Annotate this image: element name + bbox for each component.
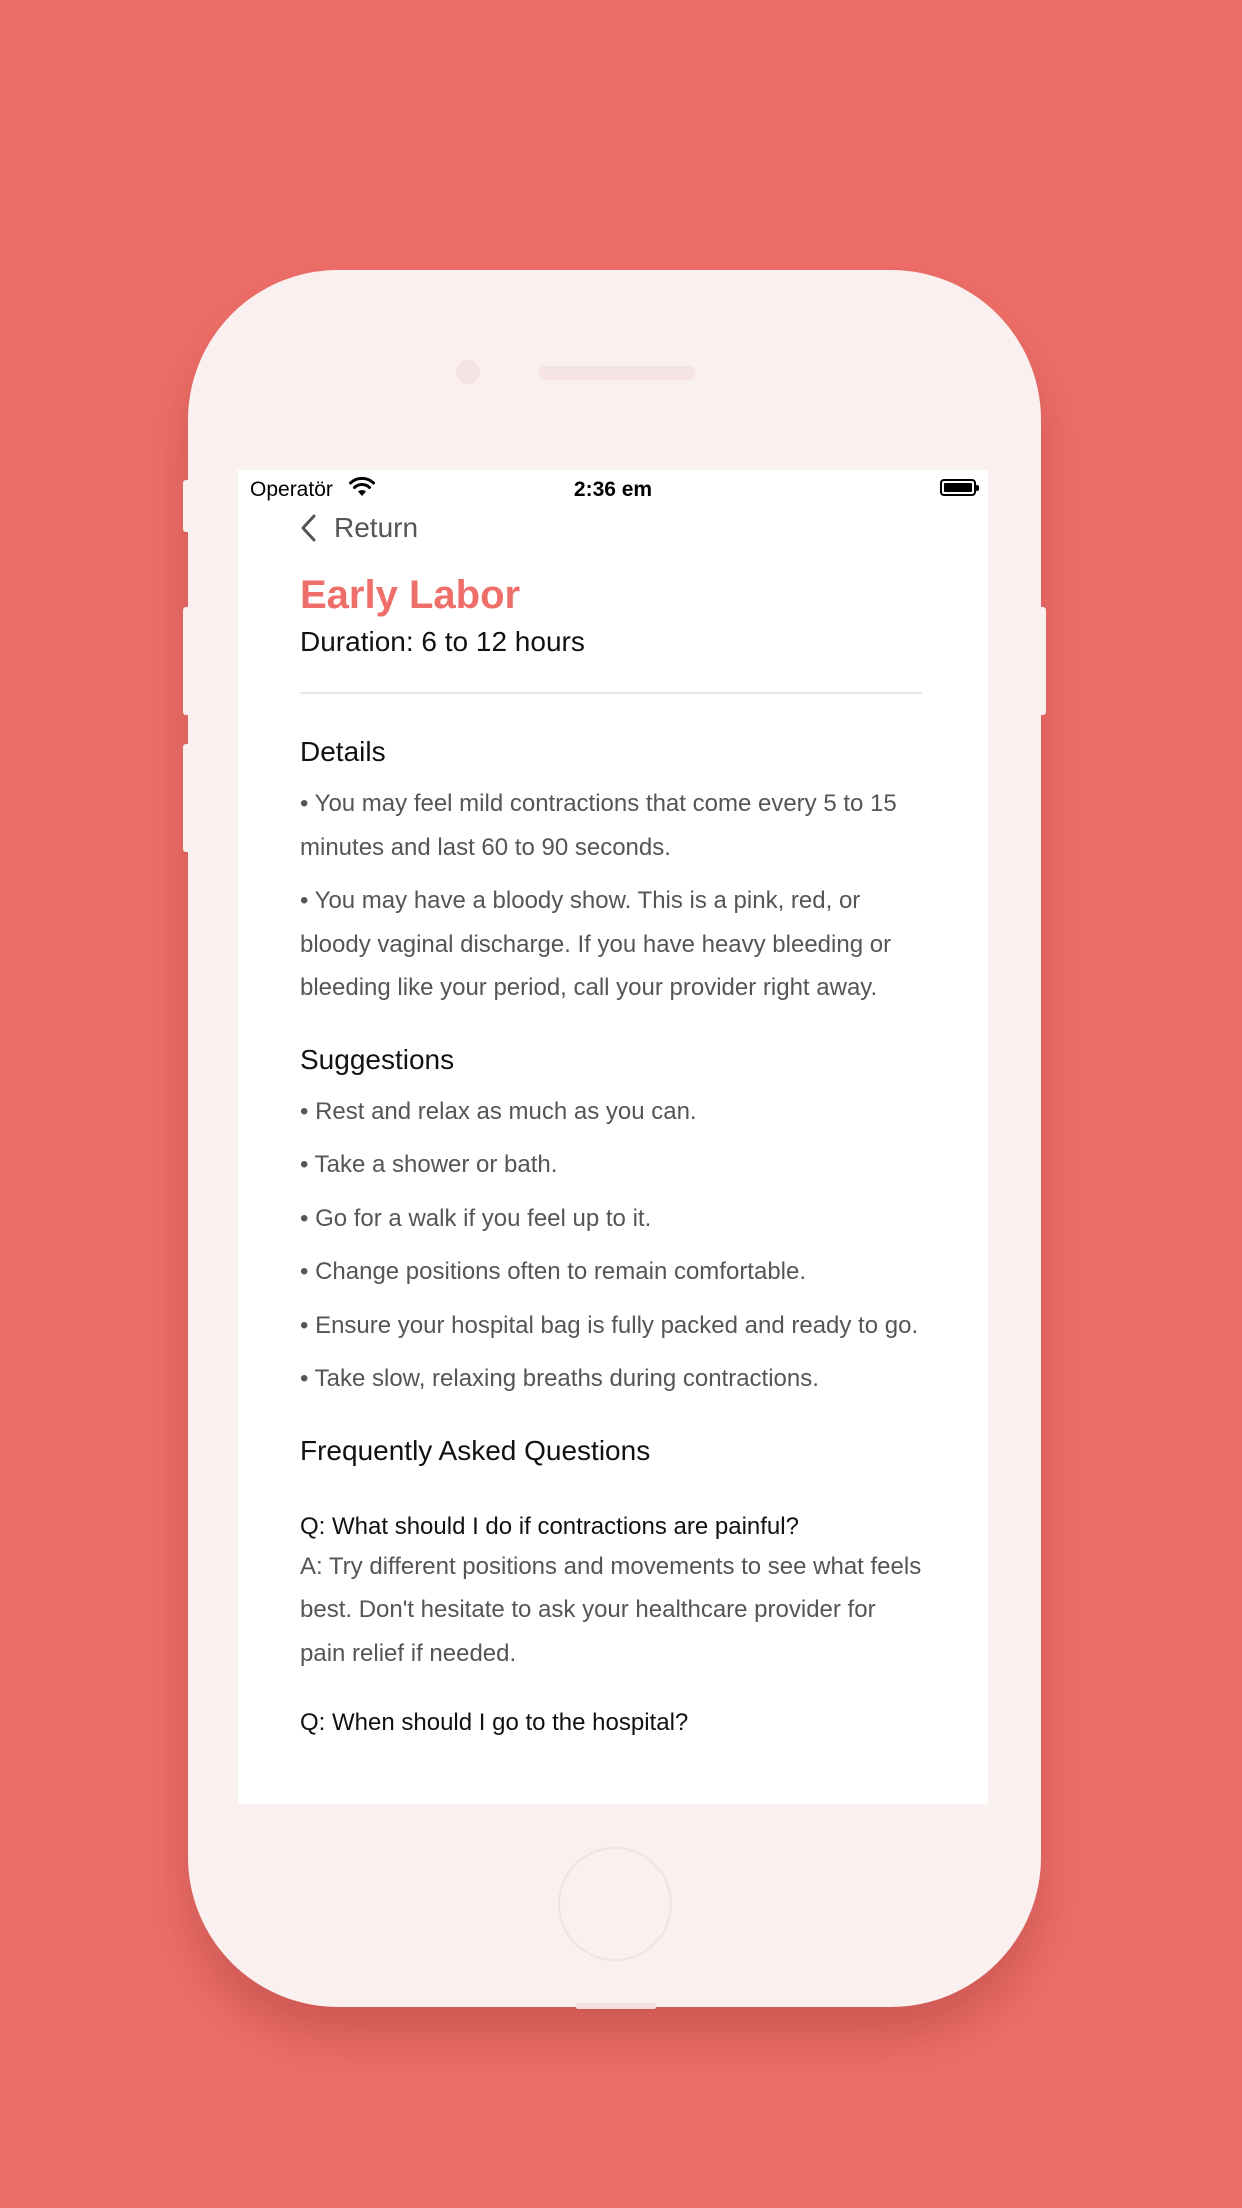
faq-heading: Frequently Asked Questions xyxy=(300,1434,651,1466)
mute-switch xyxy=(183,480,193,532)
carrier-label: Operatör xyxy=(250,478,333,501)
return-label: Return xyxy=(334,512,419,543)
suggestion-item: • Change positions often to remain comfortable. xyxy=(300,1258,807,1285)
battery-icon xyxy=(940,479,976,496)
home-button[interactable] xyxy=(558,1847,672,1961)
phone-frame xyxy=(188,270,1041,2007)
earpiece-speaker xyxy=(538,366,696,380)
suggestion-item: • Go for a walk if you feel up to it. xyxy=(300,1204,652,1232)
status-time: 2:36 em xyxy=(573,478,653,501)
suggestion-item: • Take a shower or bath. xyxy=(300,1151,558,1178)
divider xyxy=(300,692,922,694)
status-bar xyxy=(238,470,988,510)
volume-down-button xyxy=(183,744,193,852)
faq-question: Q: What should I do if contractions are painful? xyxy=(300,1512,799,1540)
suggestion-item: • Take slow, relaxing breaths during contractions. xyxy=(300,1365,819,1392)
suggestion-item: • Ensure your hospital bag is fully packed and ready to go. xyxy=(300,1311,919,1339)
bottom-notch xyxy=(576,2003,656,2009)
suggestions-heading: Suggestions xyxy=(300,1043,455,1075)
article-content xyxy=(300,570,922,1741)
details-item: • You may feel mild contractions that come every 5 to 15 minutes and last 60 to 90 seconds. xyxy=(300,790,897,861)
power-button xyxy=(1036,607,1046,715)
faq-answer: A: Try different positions and movements to see what feels best. Don't hesitate to ask your healthcare provider for pain relief if needed. xyxy=(300,1552,922,1667)
faq-question: Q: When should I go to the hospital? xyxy=(300,1709,689,1736)
details-heading: Details xyxy=(300,736,386,767)
details-item: • You may have a bloody show. This is a pink, red, or bloody vaginal discharge. If you have heavy bleeding or bleeding like your period, call your provider right away. xyxy=(300,887,892,1001)
suggestion-item: • Rest and relax as much as you can. xyxy=(300,1097,697,1125)
front-camera xyxy=(456,360,480,384)
chevron-left-icon xyxy=(298,513,320,543)
duration-label: Duration: 6 to 12 hours xyxy=(300,626,585,657)
return-button[interactable] xyxy=(298,506,418,550)
volume-up-button xyxy=(183,607,193,715)
page-title: Early Labor xyxy=(300,573,521,617)
app-screen xyxy=(238,470,988,1804)
